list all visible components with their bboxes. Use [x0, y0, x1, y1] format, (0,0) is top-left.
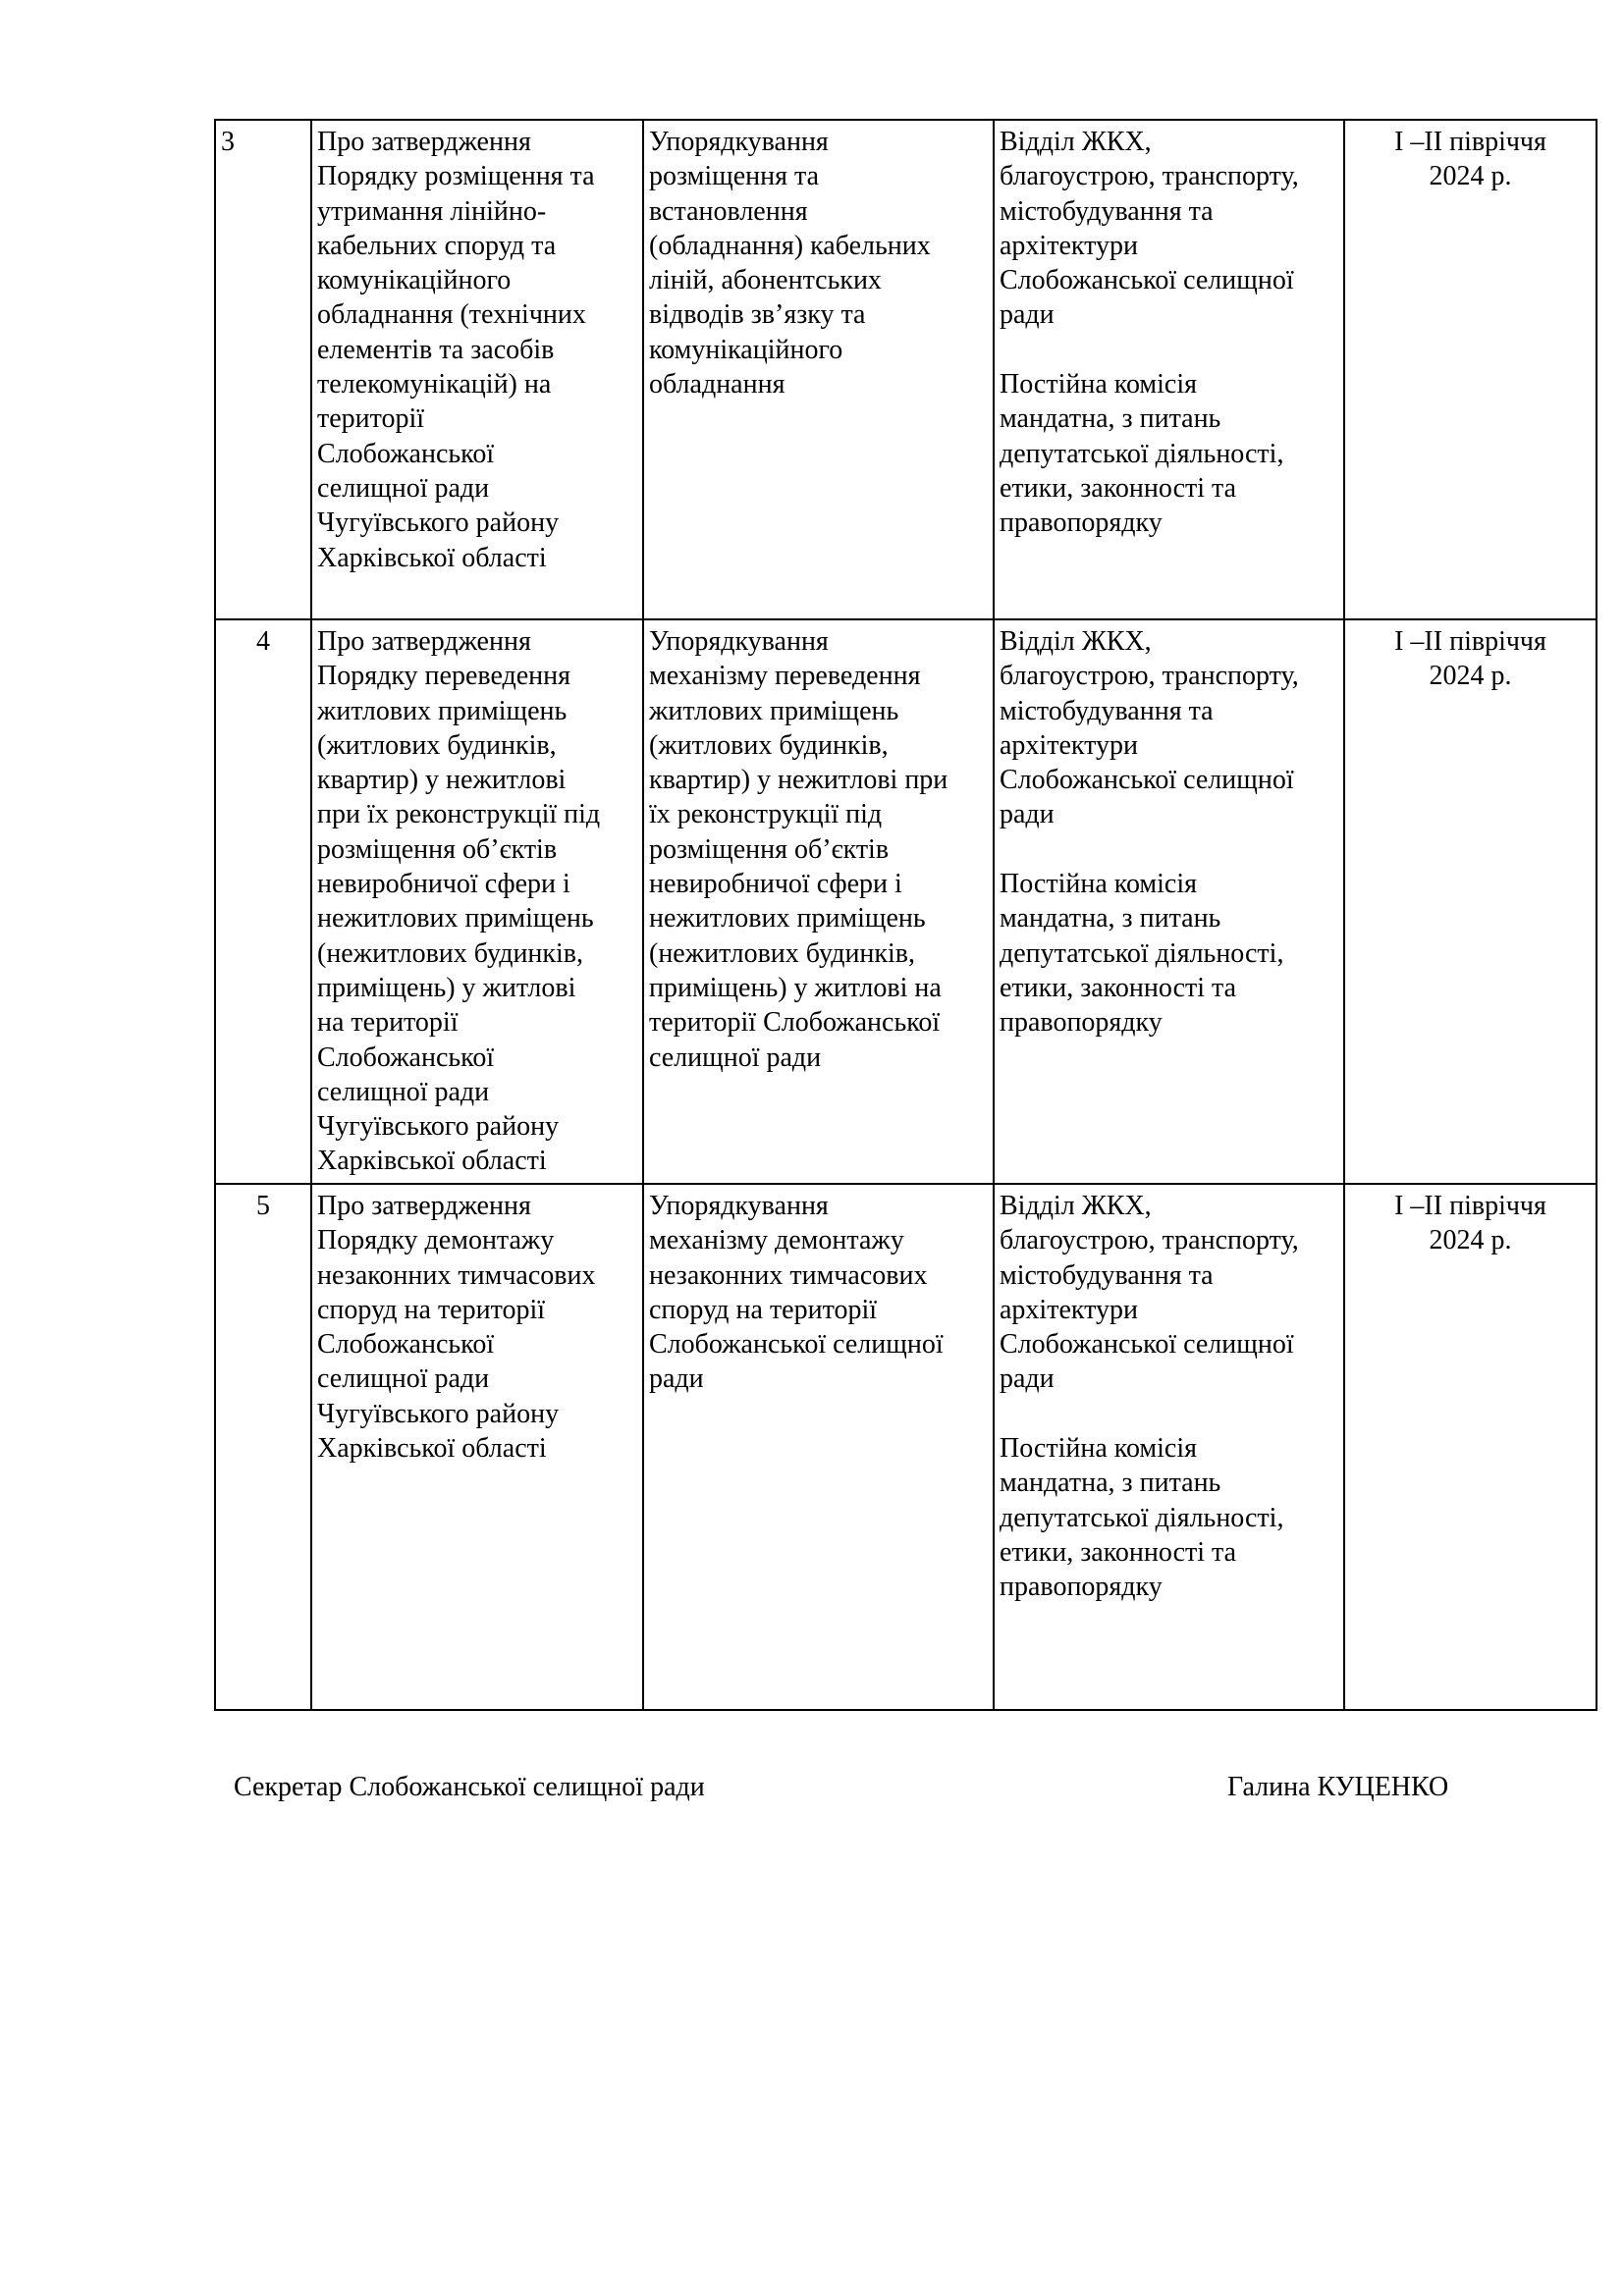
plan-table [214, 119, 1597, 1711]
signatory-position: Секретар Слобожанської селищної ради [234, 1772, 705, 1802]
decision-purpose: Упорядкування механізму переведення житлових приміщень (житлових будинків, квартир) у нежитлові при їх реконструкції під розміщення об’єктів невиробничої сфери і нежитлових приміщень (нежитлових будинків, приміщень) у житлові на території Слобожанської селищної ради [643, 619, 994, 1184]
signatory-name: Галина КУЦЕНКО [1227, 1772, 1449, 1802]
row-number: 3 [215, 120, 311, 619]
table-row [215, 120, 1597, 619]
table-row [215, 619, 1597, 1184]
responsible-party: Відділ ЖКХ, благоустрою, транспорту, містобудування та архітектури Слобожанської селищної ради Постійна комісія мандатна, з питань депутатської діяльності, етики, законності та правопорядку [994, 120, 1344, 619]
row-number: 5 [215, 1184, 311, 1710]
table-row [215, 1184, 1597, 1710]
term: І –ІІ півріччя 2024 р. [1344, 1184, 1597, 1710]
decision-title: Про затвердження Порядку переведення житлових приміщень (житлових будинків, квартир) у нежитлові при їх реконструкції під розміщення об’єктів невиробничої сфери і нежитлових приміщень (нежитлових будинків, приміщень) у житлові на території Слобожанської селищної ради Чугуївського району Харківської області [311, 619, 643, 1184]
decision-purpose: Упорядкування розміщення та встановлення (обладнання) кабельних ліній, абонентських відводів зв’язку та комунікаційного обладнання [643, 120, 994, 619]
decision-purpose: Упорядкування механізму демонтажу незаконних тимчасових споруд на території Слобожанської селищної ради [643, 1184, 994, 1710]
term: І –ІІ півріччя 2024 р. [1344, 120, 1597, 619]
row-number: 4 [215, 619, 311, 1184]
responsible-party: Відділ ЖКХ, благоустрою, транспорту, містобудування та архітектури Слобожанської селищної ради Постійна комісія мандатна, з питань депутатської діяльності, етики, законності та правопорядку [994, 1184, 1344, 1710]
responsible-party: Відділ ЖКХ, благоустрою, транспорту, містобудування та архітектури Слобожанської селищної ради Постійна комісія мандатна, з питань депутатської діяльності, етики, законності та правопорядку [994, 619, 1344, 1184]
decision-title: Про затвердження Порядку розміщення та утримання лінійно- кабельних споруд та комунікаційного обладнання (технічних елементів та засобів телекомунікацій) на території Слобожанської селищної ради Чугуївського району Харківської області [311, 120, 643, 619]
term: І –ІІ півріччя 2024 р. [1344, 619, 1597, 1184]
decision-title: Про затвердження Порядку демонтажу незаконних тимчасових споруд на території Слобожанської селищної ради Чугуївського району Харківської області [311, 1184, 643, 1710]
